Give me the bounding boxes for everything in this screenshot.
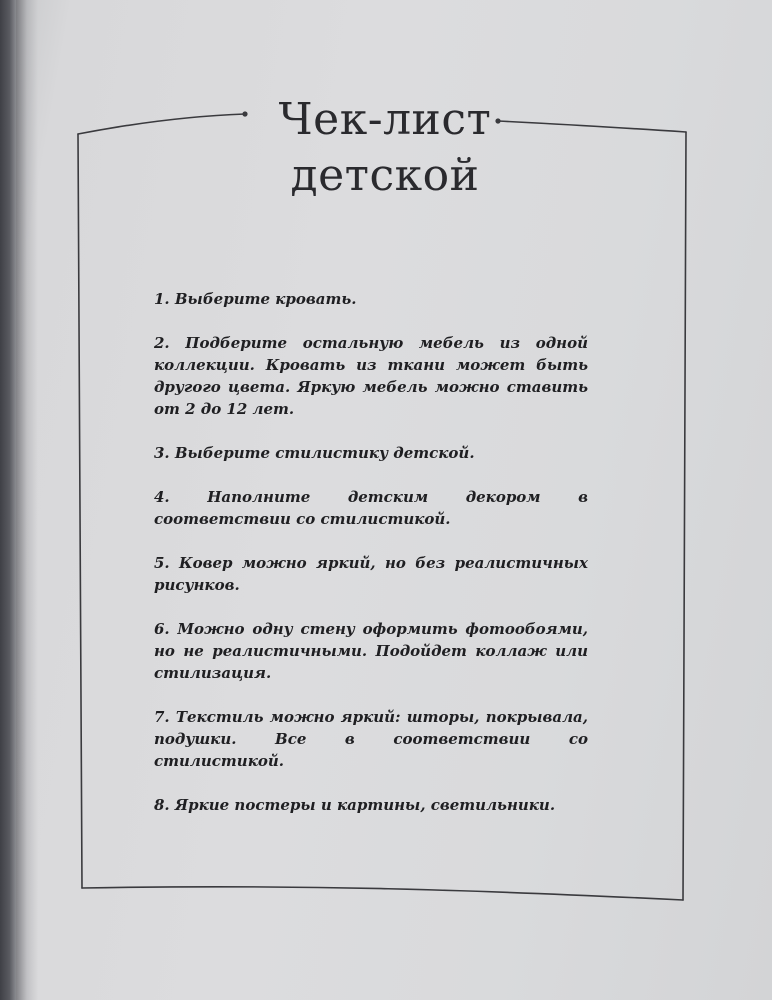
frame-left-side [78,134,82,888]
checklist-item: 2. Подберите остальную мебель из одной коллекции. Кровать из ткани может быть другого цвета. Яркую мебель можно ставить от 2 до 12 лет. [154,334,588,418]
frame-left-top-line [78,114,245,134]
page-title-line-2: детской [290,150,480,201]
checklist-item: 7. Текстиль можно яркий: шторы, покрывала, подушки. Все в соответствии со стилистикой. [154,708,588,770]
checklist-item: 1. Выберите кровать. [154,290,357,308]
frame-right-top-line [498,121,686,132]
checklist [154,288,588,838]
checklist-item: 4. Наполните детским декором в соответствии со стилистикой. [154,488,588,528]
checklist-item: 6. Можно одну стену оформить фотообоями, но не реалистичными. Подойдет коллаж или стилизация. [154,620,588,682]
page-title-line-1: Чек-лист [278,94,492,145]
frame-right-side [683,132,686,900]
checklist-item: 8. Яркие постеры и картины, светильники. [154,796,556,814]
checklist-item: 5. Ковер можно яркий, но без реалистичных рисунков. [154,554,588,594]
frame-left-dot [242,111,247,116]
frame-bottom-line [82,887,683,900]
checklist-item: 3. Выберите стилистику детской. [154,444,475,462]
